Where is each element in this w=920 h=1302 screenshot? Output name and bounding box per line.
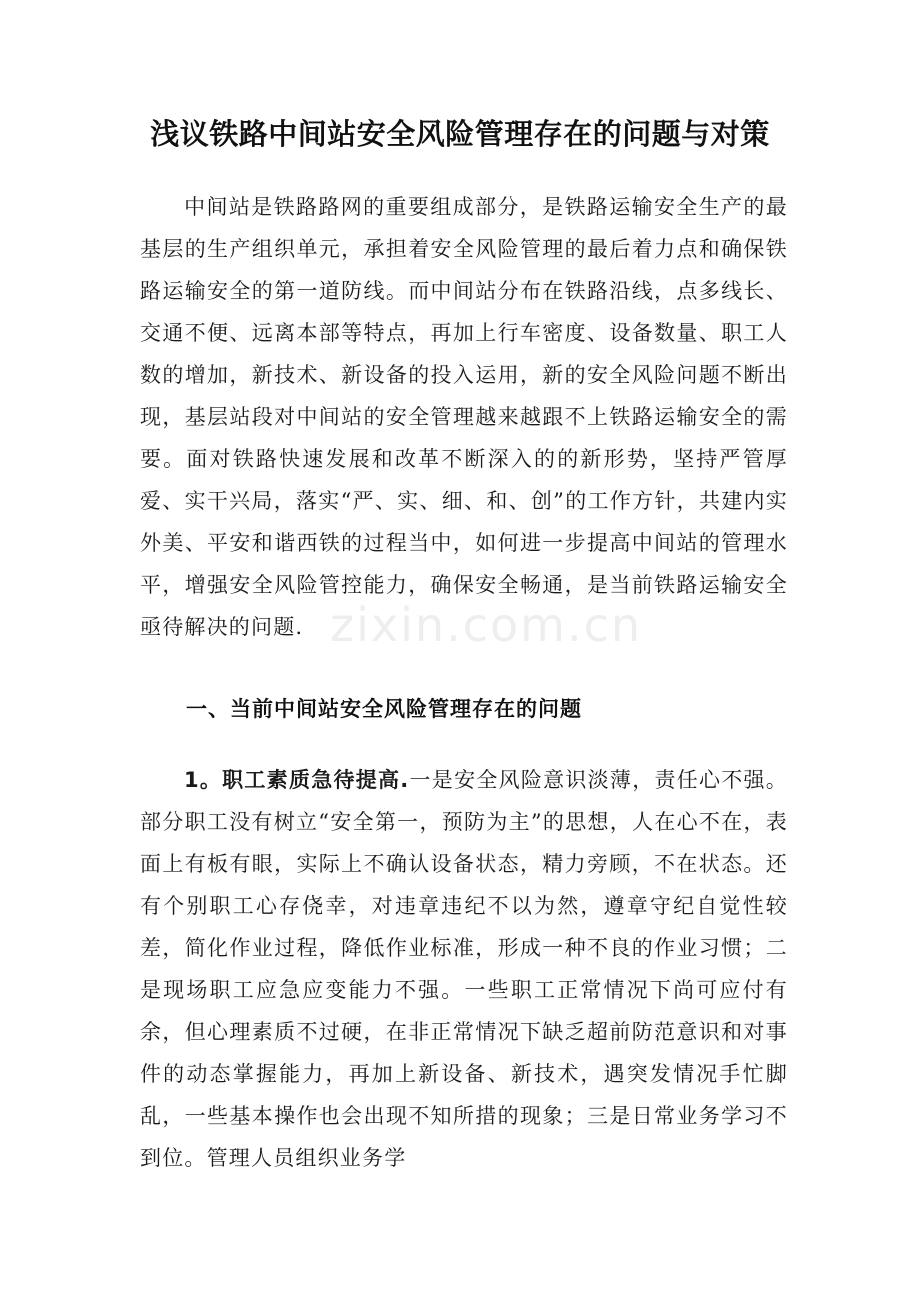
section-heading: 一、当前中间站安全风险管理存在的问题 <box>186 697 582 721</box>
intro-text: 中间站是铁路路网的重要组成部分，是铁路运输安全生产的最基层的生产组织单元，承担着安全风险管理的最后着力点和确保铁路运输安全的第一道防线。而中间站分布在铁路沿线，点多线长、交通不便、远离本部等特点，再加上行车密度、设备数量、职工人数的增加，新技术、新设备的投入运用，新的安全风险问题不断出现，基层站段对中间站的安全管理越来越跟不上铁路运输安全的需要。面对铁路快速发展和改革不断深入的的新形势，坚持严管厚爱、实干兴局，落实“严、实、细、和、创”的工作方针，共建内实外美、平安和谐西铁的过程当中，如何进一步提高中间站的管理水平，增强安全风险管控能力，确保安全畅通，是当前铁路运输安全亟待解决的问题. <box>140 195 788 639</box>
point1-lead: 1。职工素质急待提高. <box>184 768 410 792</box>
intro-paragraph <box>140 186 788 648</box>
point1-text: 一是安全风险意识淡薄，责任心不强。部分职工没有树立“安全第一，预防为主”的思想，人在心不在，表面上有板有眼，实际上不确认设备状态，精力旁顾，不在状态。还有个别职工心存侥幸，对违章违纪不以为然，遵章守纪自觉性较差，简化作业过程，降低作业标准，形成一种不良的作业习惯；二是现场职工应急应变能力不强。一些职工正常情况下尚可应付有余，但心理素质不过硬，在非正常情况下缺乏超前防范意识和对事件的动态掌握能力，再加上新设备、新技术，遇突发情况手忙脚乱，一些基本操作也会出现不知所措的现象；三是日常业务学习不到位。管理人员组织业务学 <box>140 768 788 1170</box>
point1-paragraph <box>140 759 788 1179</box>
document-title: 浅议铁路中间站安全风险管理存在的问题与对策 <box>150 117 770 151</box>
watermark: zixin.com.cn <box>330 598 643 652</box>
